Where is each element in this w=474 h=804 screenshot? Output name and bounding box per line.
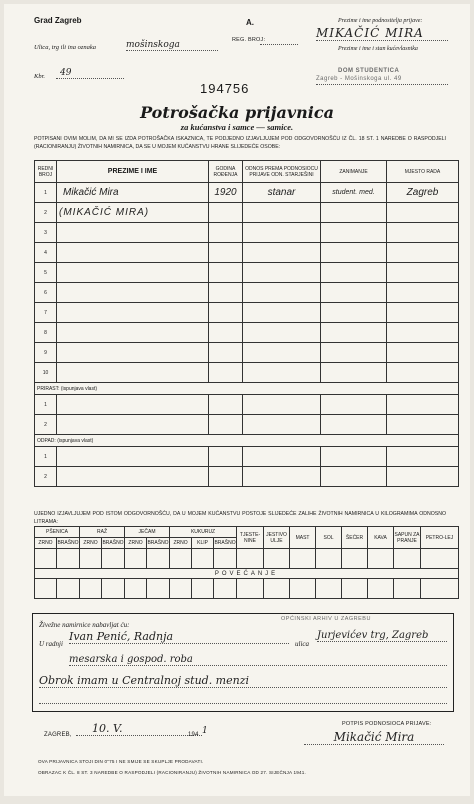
sub-cob: KLIP [192, 538, 214, 549]
table-row [35, 303, 459, 323]
table-row [35, 363, 459, 383]
table-row [35, 183, 459, 203]
member-relation: stanar [243, 183, 321, 203]
shop-street-value: Jurjevićev trg, Zagreb [317, 630, 447, 642]
street-value: mošinskoga [126, 40, 218, 51]
supplies-group-row [35, 527, 459, 538]
table-row [35, 263, 459, 283]
sub-flour: BRAŠNO [102, 538, 125, 549]
member-relation [243, 203, 321, 223]
group-sugar: ŠEĆER [342, 527, 368, 549]
sub-flour: BRAŠNO [147, 538, 170, 549]
shop-value: Ivan Penić, Radnja [69, 630, 289, 644]
prirast-label: PRIRAST: (ispunjava vlast) [35, 383, 459, 395]
owner-stamp-line2: Zagreb - Mošinskoga ul. 49 [316, 76, 402, 82]
group-lard: MAST [290, 527, 316, 549]
col-header-no: REDNI BROJ [35, 161, 57, 183]
member-workplace: Zagreb [387, 183, 459, 203]
member-name: (MIKAČIĆ MIRA) [57, 203, 209, 223]
house-number-value: 49 [56, 68, 124, 79]
row-number: 2 [35, 415, 57, 435]
table-row [35, 243, 459, 263]
year-label: 194 [188, 732, 199, 738]
row-number: 10 [35, 363, 57, 383]
regulation-note: OBRAZAC K ČL. 8 ST. 3 NAREDBE O RASPODJELI (RACIONIRANJU) ŽIVOTNIH NAMIRNICA OD 27. SIJEČNJA 1941. [38, 770, 306, 775]
row-number: 3 [35, 223, 57, 243]
tenant-label: Prezime i ime i stan kućevlasnika [338, 46, 418, 52]
block-letter: A. [246, 18, 254, 27]
form-title: Potrošačka prijavnica [140, 103, 334, 122]
row-number: 2 [35, 467, 57, 487]
group-coffee: KAVA [368, 527, 394, 549]
sub-grain: ZRNO [125, 538, 147, 549]
table-row [35, 223, 459, 243]
members-header-row [35, 161, 459, 183]
city-label: Grad Zagreb [34, 16, 82, 25]
food-purchase-label: Živežne namirnice nabavljat ću: [39, 621, 130, 629]
col-header-year: GODINA ROĐENJA [209, 161, 243, 183]
member-workplace [387, 203, 459, 223]
group-soap: SAPUN ZA PRANJE [394, 527, 421, 549]
odpad-label: ODPAD: (ispunjava vlast) [35, 435, 459, 447]
group-pasta: TJESTE-NINE [237, 527, 264, 549]
col-header-workplace: MJESTO RADA [387, 161, 459, 183]
row-number: 1 [35, 183, 57, 203]
tenant-line [316, 83, 448, 85]
owner-stamp-line1: DOM STUDENTICA [338, 68, 400, 74]
col-header-occupation: ZANIMANJE [321, 161, 387, 183]
row-number: 2 [35, 203, 57, 223]
year-digit: 1 [202, 726, 208, 736]
reg-number-line [260, 43, 298, 45]
table-row [35, 467, 459, 487]
member-birth-year [209, 203, 243, 223]
registration-form [4, 4, 470, 796]
row-number: 1 [35, 447, 57, 467]
increase-values-row [35, 579, 459, 599]
group-petroleum: PETRO-LEJ [421, 527, 459, 549]
member-occupation: student. med. [321, 183, 387, 203]
archive-stamp: OPĆINSKI ARHIV U ZAGREBU [281, 616, 371, 622]
applicant-label: Prezime i ime podnositelja prijave: [338, 18, 423, 24]
table-row [35, 415, 459, 435]
place-label: ZAGREB, [44, 732, 72, 738]
reg-number-label: REG. BROJ: [232, 37, 266, 43]
supplies-declaration: UJEDNO IZJAVLJUJEM POD ISTOM ODGOVORNOŠĆU, DA U MOJEM KUĆANSTVU POSTOJE SLIJEDEĆE ZALIHE ŽIVOTNIH NAMIRNICA U KILOGRAMIMA ODNOSNO LITRAMA: [34, 511, 446, 525]
serial-number: 194756 [200, 81, 250, 96]
form-subtitle: za kućanstva i samce — samice. [180, 122, 294, 132]
table-row [35, 395, 459, 415]
food-purchase-box [32, 613, 454, 712]
date-value: 10. V. [76, 722, 202, 736]
table-row [35, 203, 459, 223]
signature-value: Mikačić Mira [304, 730, 444, 745]
member-birth-year: 1920 [209, 183, 243, 203]
goods-line: mesarska i gospod. roba [69, 654, 447, 666]
intro-declaration: POTPISANI OVIM MOLIM, DA MI SE IZDA POTROŠAČKA ISKAZNICA, TE PODJEDNO IZJAVLJUJEM POD ODGOVORNOŠĆU IZ ČL. 18 ST. 1 NAREDBE O RASPODJELI (RACIONIRANJU) ŽIVOTNIH NAMIRNICA, DA SE U MOJEM KUĆANSTVU HRANE SLIJEDEĆE OSOBE: [34, 136, 446, 150]
group-wheat: PŠENICA [35, 527, 80, 538]
increase-row [35, 569, 459, 579]
group-corn: KUKURUZ [170, 527, 237, 538]
street-label: Ulica, trg ili ina oznaka [34, 44, 97, 51]
row-number: 1 [35, 395, 57, 415]
applicant-value: MIKAČIĆ MIRA [316, 26, 448, 41]
sub-flour: BRAŠNO [57, 538, 80, 549]
shop-label: U radnji [39, 640, 63, 648]
row-number: 9 [35, 343, 57, 363]
table-row [35, 447, 459, 467]
members-rows [35, 183, 459, 487]
signature-label: POTPIS PODNOSIOCA PRIJAVE: [342, 721, 432, 727]
sub-grain: ZRNO [80, 538, 102, 549]
supplies-table [34, 526, 459, 599]
sub-grain: ZRNO [35, 538, 57, 549]
prirast-section-row [35, 383, 459, 395]
group-salt: SOL [316, 527, 342, 549]
row-number: 6 [35, 283, 57, 303]
col-header-name: PREZIME I IME [57, 161, 209, 183]
row-number: 4 [35, 243, 57, 263]
meal-line: Obrok imam u Centralnoj stud. menzi [39, 674, 447, 688]
table-row [35, 323, 459, 343]
table-row [35, 343, 459, 363]
member-name: Mikačić Mira [57, 183, 209, 203]
col-header-relation: ODNOS PREMA PODNOSIOCU PRIJAVE ODN. STARJEŠINI [243, 161, 321, 183]
price-note: OVA PRIJAVNICA STOJI DIN 0"75 I NE SMIJE SE SKUPLJE PRODAVATI. [38, 759, 204, 764]
members-table [34, 160, 459, 487]
house-number-label: Kbr. [34, 73, 46, 80]
group-rye: RAŽ [80, 527, 125, 538]
group-oil: JESTIVO ULJE [264, 527, 290, 549]
supplies-values-row [35, 549, 459, 569]
increase-label: POVEĆANJE [35, 569, 459, 579]
member-occupation [321, 203, 387, 223]
sub-grain: ZRNO [170, 538, 192, 549]
row-number: 7 [35, 303, 57, 323]
sub-flour: BRAŠNO [214, 538, 237, 549]
row-number: 5 [35, 263, 57, 283]
odpad-section-row [35, 435, 459, 447]
group-barley: JEČAM [125, 527, 170, 538]
blank-line [39, 702, 447, 704]
table-row [35, 283, 459, 303]
shop-street-label: ulica [295, 640, 309, 648]
row-number: 8 [35, 323, 57, 343]
